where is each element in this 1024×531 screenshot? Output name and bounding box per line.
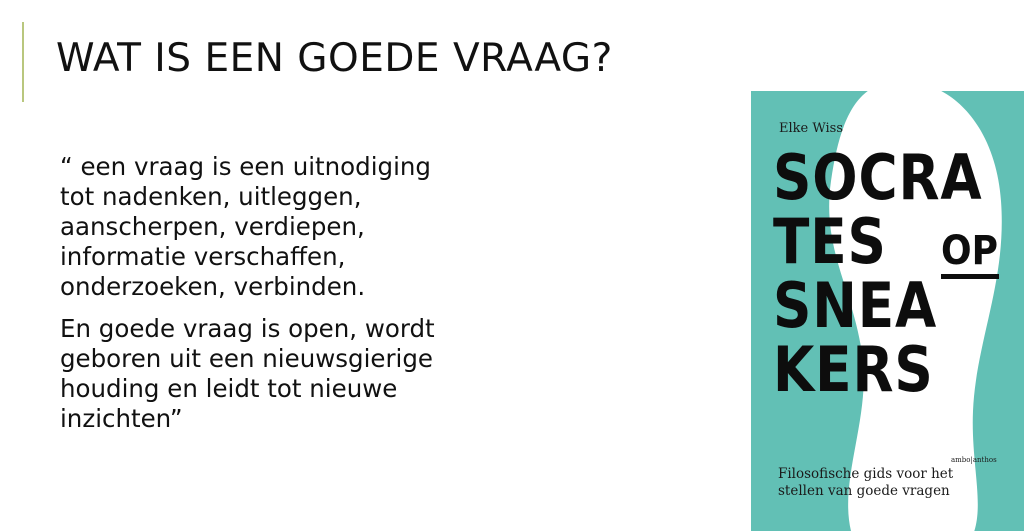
quote-line: “ een vraag is een uitnodiging [60,152,431,181]
definition-line: houding en leidt tot nieuwe [60,374,398,403]
book-subtitle-line: Filosofische gids voor het [778,466,954,482]
book-title-line: TES [773,205,887,278]
definition-line: geboren uit een nieuwsgierige [60,344,433,373]
quote-line: tot nadenken, uitleggen, [60,182,362,211]
quote-line: onderzoeken, verbinden. [60,272,366,301]
book-title-connector: OP [941,228,998,274]
quote-line: informatie verschaffen, [60,242,346,271]
definition-line: En goede vraag is open, wordt [60,314,435,343]
book-cover-image [751,91,1024,531]
title-accent-bar [22,22,24,102]
book-title-line: SOCRA [773,141,983,214]
book-subtitle [778,466,1018,500]
connector-underline [941,274,999,279]
book-title-line: SNEA [773,269,938,342]
book-subtitle-line: stellen van goede vragen [778,483,950,499]
definition-line: inzichten” [60,404,183,433]
quote-line: aanscherpen, verdiepen, [60,212,365,241]
slide-title: WAT IS EEN GOEDE VRAAG? [56,36,613,81]
book-author: Elke Wiss [779,121,843,136]
quote-paragraph [60,152,530,302]
book-title-line: KERS [773,333,934,406]
slide-body [60,152,530,446]
definition-paragraph [60,314,530,434]
book-publisher: ambo|anthos [951,456,997,464]
